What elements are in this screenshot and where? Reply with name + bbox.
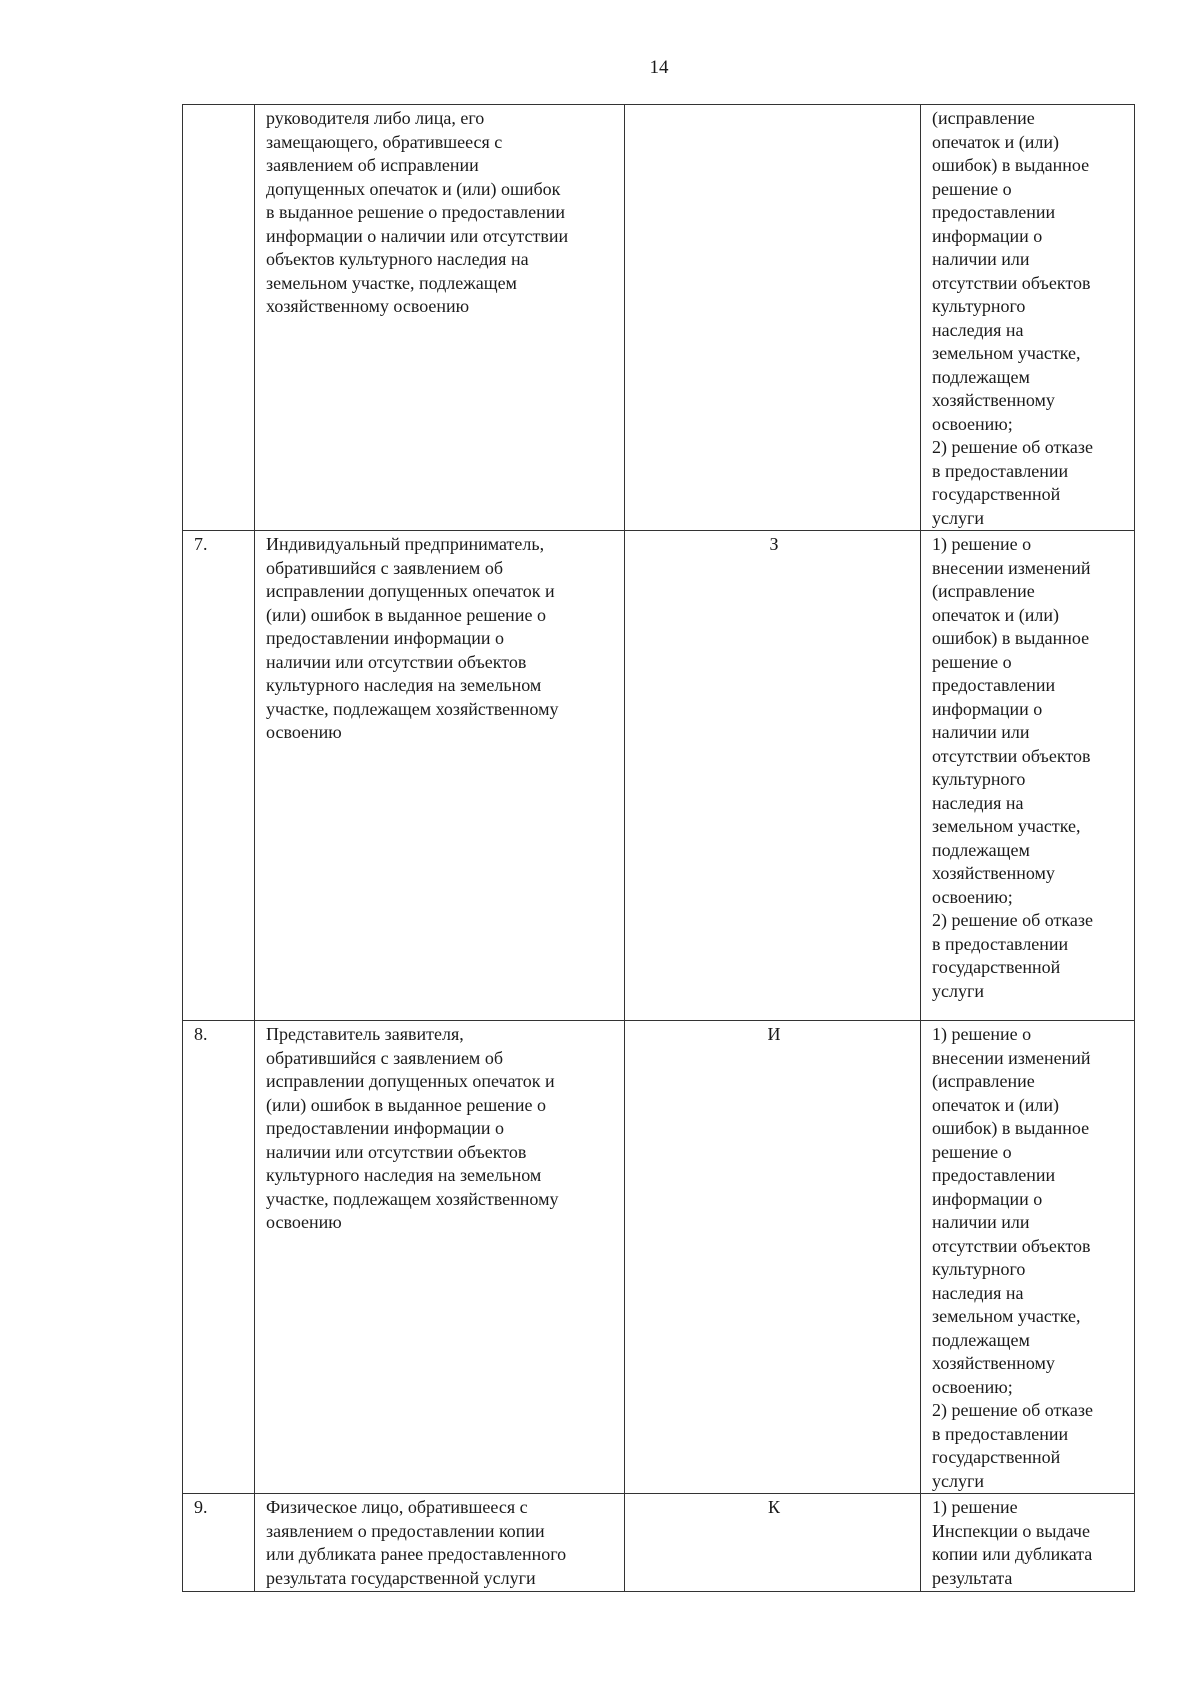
row-number-cell: 8. [183, 1021, 255, 1494]
result-cell [921, 1494, 1135, 1592]
applicant-cell [255, 531, 625, 1021]
code-cell: И [625, 1021, 921, 1494]
code-cell [625, 105, 921, 531]
applicant-text: Индивидуальный предприниматель, обратившийся с заявлением об исправлении допущенных опечаток и (или) ошибок в выданное решение о предоставлении информации о наличии или отсутствии объектов культурного наследия на земельном участке, подлежащем хозяйственному освоению [266, 534, 559, 742]
result-text: 1) решение Инспекции о выдаче копии или дубликата результата [932, 1497, 1093, 1588]
applicant-cell [255, 1021, 625, 1494]
page-number: 14 [649, 57, 669, 78]
result-cell [921, 531, 1135, 1021]
code-cell: З [625, 531, 921, 1021]
applicant-text: руководителя либо лица, его замещающего, обратившееся с заявлением об исправлении допущенных опечаток и (или) ошибок в выданное решение о предоставлении информации о наличии или отсутствии объектов культурного наследия на земельном участке, подлежащем хозяйственному освоению [266, 108, 569, 316]
table-row [183, 1021, 1135, 1494]
applicant-cell [255, 1494, 625, 1592]
applicant-table [182, 104, 1135, 1592]
table-row [183, 531, 1135, 1021]
row-number-cell [183, 105, 255, 531]
applicant-cell [255, 105, 625, 531]
result-cell [921, 1021, 1135, 1494]
result-text: (исправление опечаток и (или) ошибок) в выданное решение о предоставлении информации о наличии или отсутствии объектов культурного наследия на земельном участке, подлежащем хозяйственному освоению; 2) решение об отказе в предоставлении государственной услуги [932, 108, 1093, 528]
result-cell [921, 105, 1135, 531]
applicant-text: Физическое лицо, обратившееся с заявлением о предоставлении копии или дубликата ранее предоставленного результата государственной услуги [266, 1497, 567, 1588]
row-number-cell: 7. [183, 531, 255, 1021]
code-cell: К [625, 1494, 921, 1592]
applicant-text: Представитель заявителя, обратившийся с заявлением об исправлении допущенных опечаток и (или) ошибок в выданное решение о предоставлении информации о наличии или отсутствии объектов культурного наследия на земельном участке, подлежащем хозяйственному освоению [266, 1024, 559, 1232]
result-text: 1) решение о внесении изменений (исправление опечаток и (или) ошибок) в выданное решение о предоставлении информации о наличии или отсутствии объектов культурного наследия на земельном участке, подлежащем хозяйственному освоению; 2) решение об отказе в предоставлении государственной услуги [932, 1024, 1093, 1491]
row-number-cell: 9. [183, 1494, 255, 1592]
result-text: 1) решение о внесении изменений (исправление опечаток и (или) ошибок) в выданное решение о предоставлении информации о наличии или отсутствии объектов культурного наследия на земельном участке, подлежащем хозяйственному освоению; 2) решение об отказе в предоставлении государственной услуги [932, 534, 1093, 1001]
table-row [183, 105, 1135, 531]
table-row [183, 1494, 1135, 1592]
